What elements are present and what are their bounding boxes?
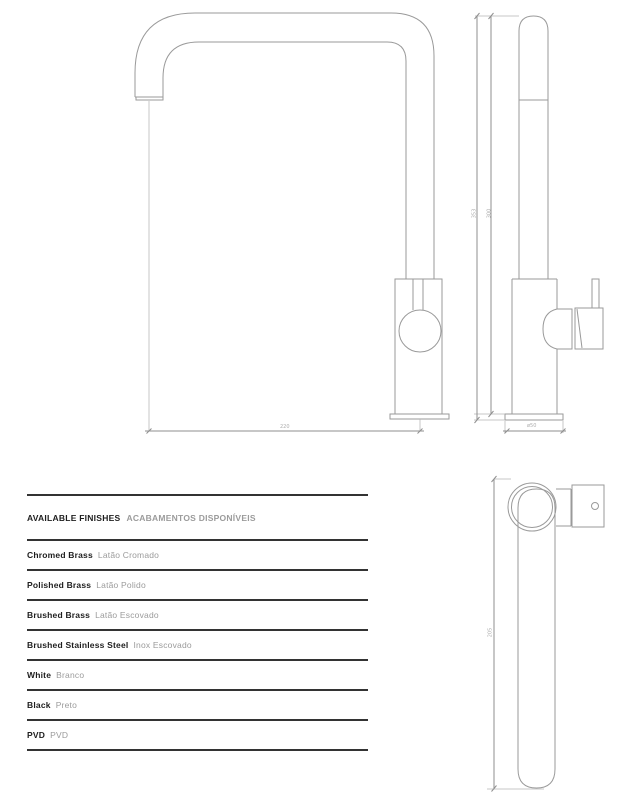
finishes-header-en: AVAILABLE FINISHES xyxy=(27,512,121,523)
finish-name-en: Black xyxy=(27,700,51,710)
finish-name-pt: Branco xyxy=(56,670,85,680)
finish-name-en: White xyxy=(27,670,52,680)
side-spout-height-dimension-label: 300 xyxy=(486,208,493,219)
top-view-drawing xyxy=(487,476,604,792)
finish-row-brushed-brass xyxy=(27,601,368,631)
side-base-diameter-dimension-label: ø50 xyxy=(527,423,537,429)
front-reach-dimension-label: 220 xyxy=(280,424,290,430)
front-view-drawing xyxy=(135,13,449,434)
finish-name-en: Chromed Brass xyxy=(27,550,93,560)
finish-row-white xyxy=(27,661,368,691)
finish-name-pt: Inox Escovado xyxy=(133,640,192,650)
side-total-height-dimension-label: 353 xyxy=(471,208,478,219)
finish-name-en: Brushed Stainless Steel xyxy=(27,640,129,650)
finish-row-polished-brass xyxy=(27,571,368,601)
finish-row-chromed-brass xyxy=(27,541,368,571)
finish-name-pt: Latão Cromado xyxy=(97,550,160,560)
finish-name-pt: Preto xyxy=(55,700,78,710)
side-view-drawing xyxy=(471,13,603,434)
finish-name-pt: Latão Escovado xyxy=(95,610,159,620)
finishes-table-header xyxy=(27,496,368,541)
finish-name-en: Brushed Brass xyxy=(27,610,91,620)
finish-name-en: PVD xyxy=(27,730,46,740)
finish-name-pt: PVD xyxy=(50,730,69,740)
finish-row-brushed-stainless-steel xyxy=(27,631,368,661)
finishes-header-pt: ACABAMENTOS DISPONÍVEIS xyxy=(126,512,256,523)
finish-name-pt: Latão Polido xyxy=(96,580,146,590)
finishes-table xyxy=(27,494,368,751)
top-length-dimension-label: 205 xyxy=(487,627,494,638)
finish-name-en: Polished Brass xyxy=(27,580,92,590)
finish-row-pvd xyxy=(27,721,368,751)
finish-row-black xyxy=(27,691,368,721)
